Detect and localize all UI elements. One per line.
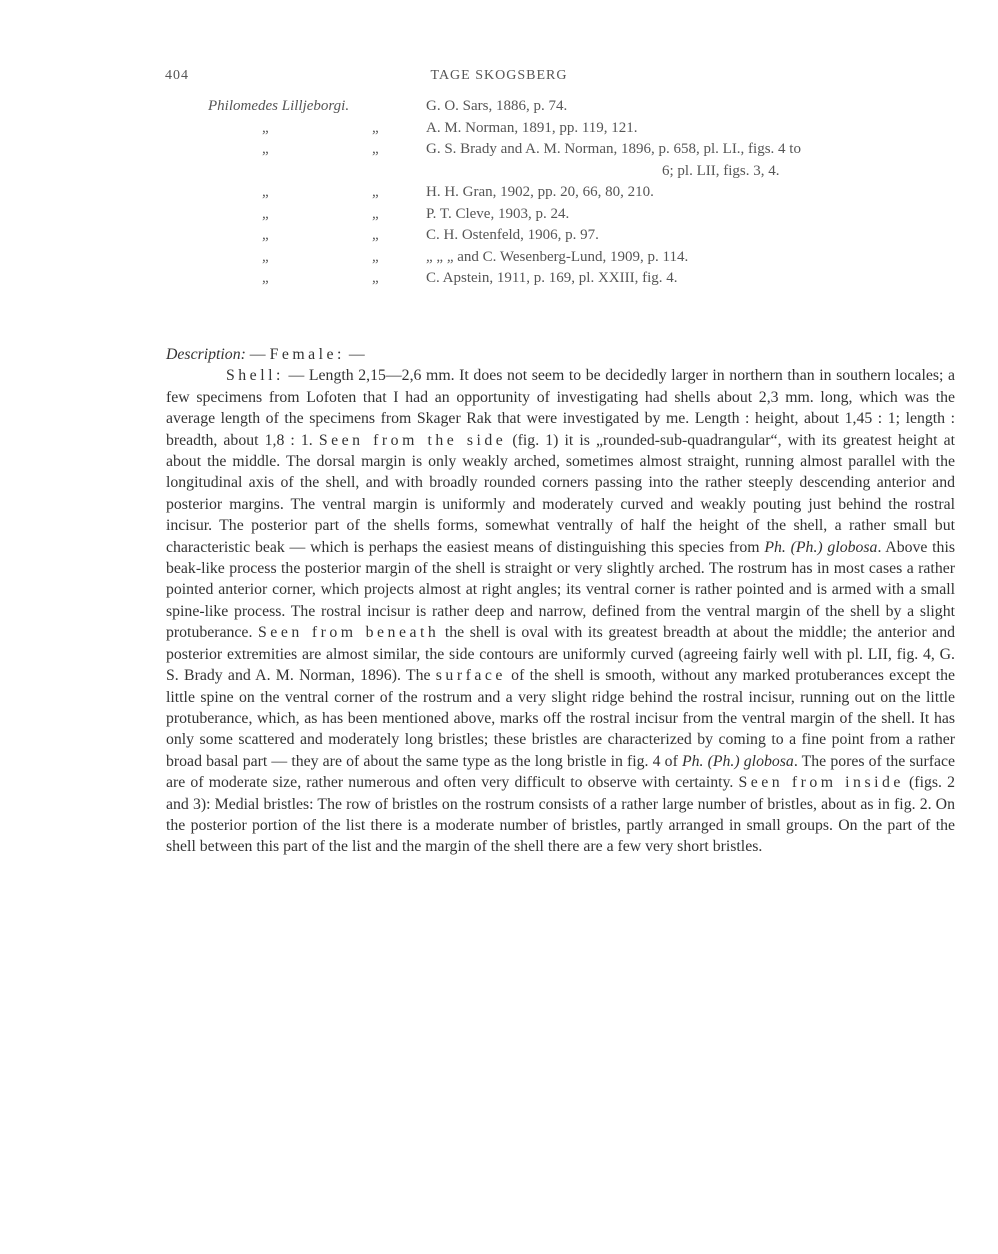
shell-paragraph bbox=[166, 365, 955, 857]
synonymy-reference: H. H. Gran, 1902, pp. 20, 66, 80, 210. bbox=[426, 184, 654, 200]
description-label: Description: bbox=[166, 346, 246, 363]
synonymy-reference: P. T. Cleve, 1903, p. 24. bbox=[426, 205, 570, 222]
synonymy-entry bbox=[0, 249, 998, 271]
species-reference: Ph. (Ph.) globosa bbox=[764, 538, 878, 556]
synonymy-entry-continuation bbox=[0, 163, 998, 185]
page-number: 404 bbox=[165, 68, 189, 83]
synonymy-reference-continuation: 6; pl. LII, figs. 3, 4. bbox=[662, 162, 780, 179]
ditto-mark: „ bbox=[372, 141, 379, 157]
paragraph-text: the shell is oval with its greatest breadth at about the middle; the anterior and posterior extremities are almost similar, the side contours are uniformly curved (agreeing fairly well with pl. LII, fig. 4, G. S. Brady and A. M. Norman, 1896). The bbox=[166, 624, 955, 685]
ditto-mark: „ bbox=[262, 184, 269, 200]
seen-from-beneath-label: Seen from beneath bbox=[258, 624, 440, 642]
paragraph-text: . The pores of the surface are of moderate size, rather numerous and often very difficult to observe with certainty. bbox=[166, 752, 956, 792]
surface-label: surface bbox=[435, 667, 506, 685]
ditto-mark: „ bbox=[262, 119, 269, 136]
paragraph-text: (fig. 1) it is „rounded-sub-quadrangular“, with its greatest height at about the middle. The dorsal margin is only weakly arched, sometimes almost straight, running almost parallel with the longitudinal axis of the shell, and with broadly rounded corners passing into the rather steeply descending anterior and posterior margins. The ventral margin is uniformly and moderately curved and weakly pouting just behind the rostral incisur. The posterior part of the shells forms, somewhat ventrally of half the height of the shell, a rather small but characteristic beak — which is perhaps the easiest means of distinguishing this species from bbox=[166, 431, 955, 556]
synonymy-reference: A. M. Norman, 1891, pp. 119, 121. bbox=[426, 119, 638, 136]
paragraph-text: . Above this beak-like process the posterior margin of the shell is straight or very slightly arched. The rostrum has in most cases a rather pointed anterior corner, which projects almost at right angles; its ventral corner is rather pointed and is armed with a small spine-like process. The rostral incisur is rather deep and narrow, defined from the ventral margin of the shell by a slight protuberance. bbox=[166, 538, 955, 642]
species-name: Philomedes Lilljeborgi. bbox=[208, 98, 350, 114]
paragraph-text: of the shell is smooth, without any marked protuberances except the little spine on the ventral corner of the rostrum and a very slight ridge behind the rostral incisur, running out on the little protuberance, which, as has been mentioned above, marks off the rostral incisur from the ventral margin of the shell. It has only some scattered and moderately long bristles; these bristles are characterized by coming to a fine point from a rather broad basal part — they are of about the same type as the long bristle in fig. 4 of bbox=[166, 667, 955, 770]
ditto-mark: „ bbox=[262, 205, 269, 222]
synonymy-reference: G. S. Brady and A. M. Norman, 1896, p. 658, pl. LI., figs. 4 to bbox=[426, 141, 801, 157]
ditto-mark: „ bbox=[262, 270, 269, 286]
synonymy-entry bbox=[0, 98, 998, 120]
heading-dash: — bbox=[245, 346, 270, 363]
ditto-mark: „ bbox=[262, 227, 269, 243]
paragraph-text: (figs. 2 and 3): Medial bristles: The row of bristles on the rostrum consists of a rather large number of bristles, about as in fig. 2. On the posterior portion of the list there is a moderate number of bristles, partly arranged in small groups. On the part of the shell between this part of the list and the margin of the shell there are a few very short bristles. bbox=[166, 774, 955, 856]
seen-from-inside-label: Seen from inside bbox=[738, 774, 904, 792]
synonymy-reference: C. Apstein, 1911, p. 169, pl. XXIII, fig. 4. bbox=[426, 270, 678, 286]
ditto-mark: „ bbox=[372, 184, 379, 200]
shell-label: Shell: bbox=[226, 367, 284, 385]
seen-from-side-label: Seen from the side bbox=[318, 431, 507, 449]
description-section bbox=[166, 344, 955, 858]
synonymy-entry bbox=[0, 184, 998, 206]
species-reference: Ph. (Ph.) globosa bbox=[681, 752, 794, 770]
female-label: Female: bbox=[269, 346, 345, 363]
synonymy-reference: C. H. Ostenfeld, 1906, p. 97. bbox=[426, 227, 599, 243]
synonymy-entry bbox=[0, 270, 998, 292]
ditto-mark: „ bbox=[262, 248, 269, 265]
synonymy-reference: G. O. Sars, 1886, p. 74. bbox=[426, 98, 568, 114]
synonymy-reference: „ „ „ and C. Wesenberg-Lund, 1909, p. 114. bbox=[426, 248, 689, 265]
synonymy-list bbox=[0, 98, 998, 292]
ditto-mark: „ bbox=[372, 227, 379, 243]
synonymy-entry bbox=[0, 120, 998, 142]
ditto-mark: „ bbox=[372, 270, 379, 286]
synonymy-entry bbox=[0, 141, 998, 163]
heading-tail: — bbox=[344, 346, 365, 363]
running-title: TAGE SKOGSBERG bbox=[430, 68, 568, 83]
ditto-mark: „ bbox=[372, 205, 379, 222]
page-header bbox=[0, 68, 998, 90]
ditto-mark: „ bbox=[372, 248, 379, 265]
synonymy-entry bbox=[0, 206, 998, 228]
description-heading bbox=[166, 344, 955, 365]
ditto-mark: „ bbox=[262, 141, 269, 157]
paragraph-text: — Length 2,15—2,6 mm. It does not seem to be decidedly larger in northern than in southern locales; a few specimens from Lofoten that I had an opportunity of investigating had shells about 2,3 mm. long, which was the average length of the specimens from Skager Rak that were investigated by me. Length : height, about 1,45 : 1; length : breadth, about 1,8 : 1. bbox=[166, 367, 955, 449]
ditto-mark: „ bbox=[372, 119, 379, 136]
synonymy-entry bbox=[0, 227, 998, 249]
